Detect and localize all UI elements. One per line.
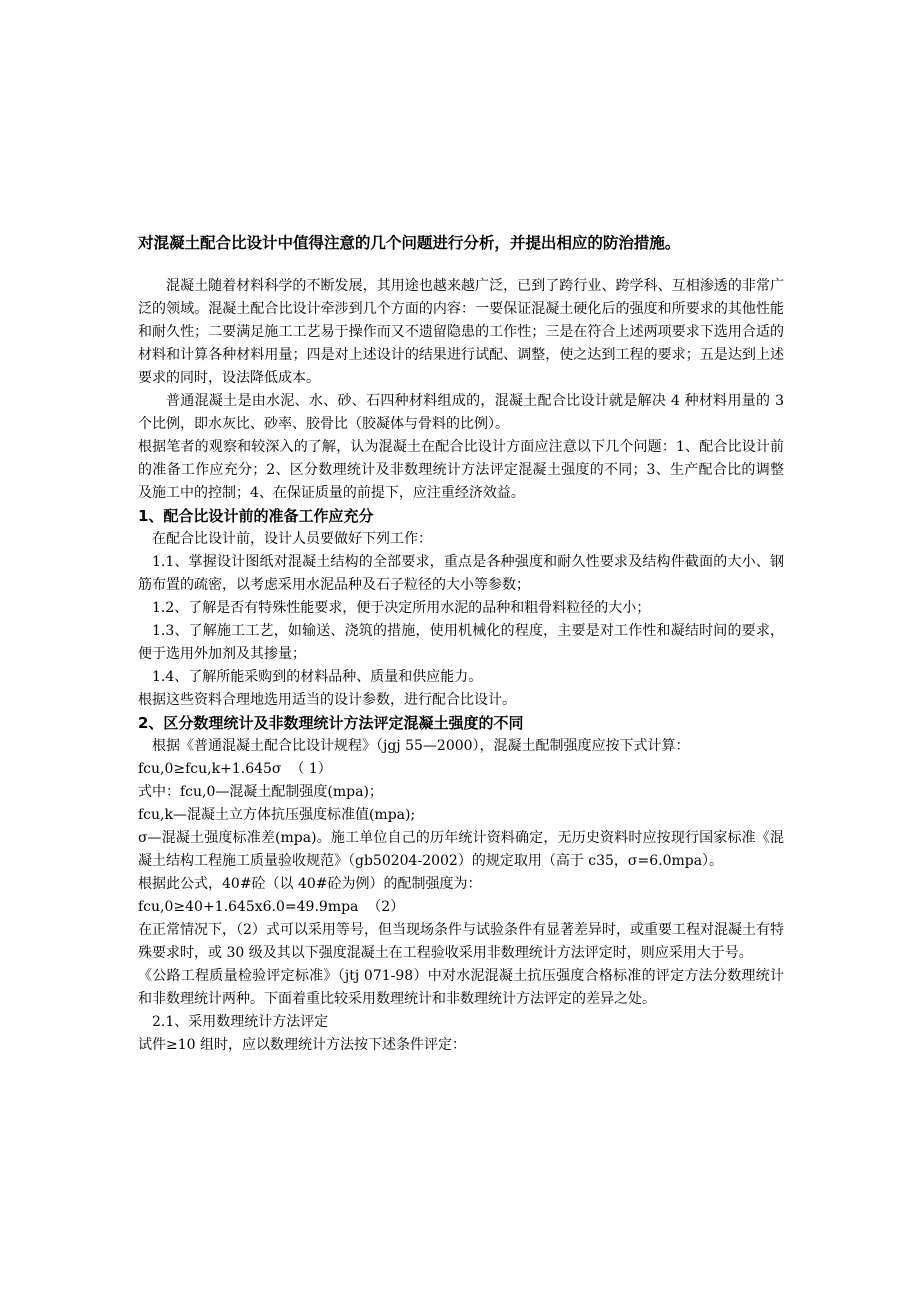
section-1-item: 1.1、掌握设计图纸对混凝土结构的全部要求，重点是各种强度和耐久性要求及结构件截面的大小、钢筋布置的疏密，以考虑采用水泥品种及石子粒径的大小等参数； — [138, 554, 784, 593]
document-title: 对混凝土配合比设计中值得注意的几个问题进行分析，并提出相应的防治措施。 — [138, 234, 681, 252]
intro-paragraph-3: 根据笔者的观察和较深入的了解，认为混凝土在配合比设计方面应注意以下几个问题：1、配合比设计前的准备工作应充分；2、区分数理统计及非数理统计方法评定混凝土强度的不同；3、生产配合比的调整及施工中的控制；4、在保证质量的前提下，应注重经济效益。 — [138, 439, 784, 501]
example-lead: 根据此公式，40#砼（以 40#砼为例）的配制强度为： — [138, 876, 482, 892]
formula-1: fcu,0≥fcu,k+1.645σ （ 1） — [138, 761, 332, 777]
intro-paragraph-2: 普通混凝土是由水泥、水、砂、石四种材料组成的，混凝土配合比设计就是解决 4 种材料用量的 3 个比例，即水灰比、砂率、胶骨比（胶凝体与骨料的比例）。 — [138, 393, 784, 432]
normal-case-paragraph: 在正常情况下，（2）式可以采用等号，但当现场条件与试验条件有显著差异时，或重要工程对混凝土有特殊要求时，或 30 级及其以下强度混凝土在工程验收采用非数理统计方法评定时，则应采用大于号。 — [138, 922, 784, 961]
section-1-closing: 根据这些资料合理地选用适当的设计参数，进行配合比设计。 — [138, 692, 516, 708]
section-2-lead: 根据《普通混凝土配合比设计规程》（jgj 55—2000），混凝土配制强度应按下式计算： — [152, 738, 690, 754]
section-1-item: 1.3、了解施工工艺，如输送、浇筑的措施，使用机械化的程度，主要是对工作性和凝结时间的要求，便于选用外加剂及其掺量； — [138, 623, 784, 662]
section-2-heading: 2、区分数理统计及非数理统计方法评定混凝土强度的不同 — [138, 714, 524, 732]
formula-definition: σ—混凝土强度标准差(mpa)。施工单位自己的历年统计资料确定，无历史资料时应按现行国家标准《混凝土结构工程施工质量验收规范》（gb50204-2002）的规定取用（高于 c35，σ=6.0mpa）。 — [138, 830, 784, 869]
formula-definition: 式中：fcu,0—混凝土配制强度(mpa)； — [138, 784, 383, 800]
section-1-item: 1.4、了解所能采购到的材料品种、质量和供应能力。 — [152, 669, 483, 685]
document-page — [138, 232, 784, 1057]
section-1-item: 1.2、了解是否有特殊性能要求，便于决定所用水泥的品种和粗骨料粒径的大小； — [152, 600, 651, 616]
formula-2: fcu,0≥40+1.645x6.0=49.9mpa （2） — [138, 899, 405, 915]
formula-definition: fcu,k—混凝土立方体抗压强度标准值(mpa); — [138, 807, 416, 823]
section-1-heading: 1、配合比设计前的准备工作应充分 — [138, 507, 374, 525]
section-1-lead: 在配合比设计前，设计人员要做好下列工作： — [152, 531, 432, 547]
standard-paragraph: 《公路工程质量检验评定标准》（jtj 071-98）中对水泥混凝土抗压强度合格标准的评定方法分数理统计和非数理统计两种。下面着重比较采用数理统计和非数理统计方法评定的差异之处。 — [138, 968, 784, 1007]
subsection-2-1-heading: 2.1、采用数理统计方法评定 — [152, 1014, 329, 1030]
subsection-2-1-lead: 试件≥10 组时，应以数理统计方法按下述条件评定： — [138, 1037, 466, 1053]
intro-paragraph-1: 混凝土随着材料科学的不断发展，其用途也越来越广泛，已到了跨行业、跨学科、互相渗透的非常广泛的领域。混凝土配合比设计牵涉到几个方面的内容：一要保证混凝土硬化后的强度和所要求的其他性能和耐久性；二要满足施工工艺易于操作而又不遗留隐患的工作性；三是在符合上述两项要求下选用合适的材料和计算各种材料用量；四是对上述设计的结果进行试配、调整，使之达到工程的要求；五是达到上述要求的同时，设法降低成本。 — [138, 278, 784, 386]
